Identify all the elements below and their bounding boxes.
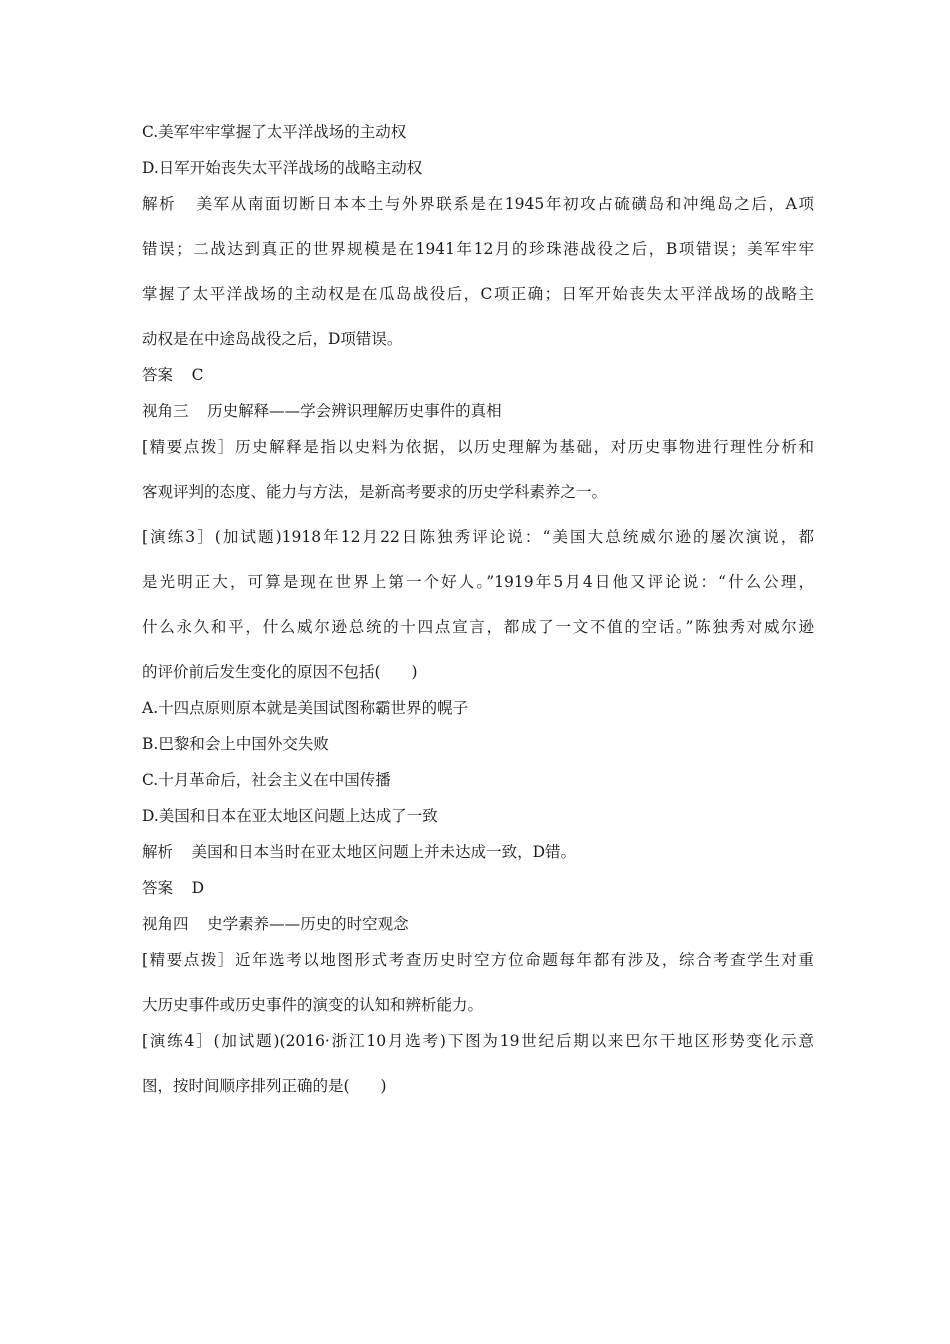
q4-stem-line-2: 图，按时间顺序排列正确的是( ): [142, 1077, 387, 1095]
angle-title: 史学素养——历史的时空观念: [207, 915, 409, 933]
analysis-text: 美国和日本当时在亚太地区问题上并未达成一致，D错。: [191, 843, 577, 861]
angle4-tip-line-1: [精要点拨］近年选考以地图形式考查历史时空方位命题每年都有涉及，综合考查学生对重: [142, 951, 814, 969]
angle3-heading: [142, 401, 814, 422]
answer-label: 答案: [142, 366, 174, 384]
angle-title: 历史解释——学会辨识理解历史事件的真相: [207, 402, 502, 420]
analysis-text: 美军从南面切断日本本土与外界联系是在1945年初攻占硫磺岛和冲绳岛之后，A项: [194, 195, 814, 213]
q3-option-c: C.十月革命后，社会主义在中国传播: [142, 771, 391, 789]
q2-answer: [142, 365, 814, 386]
q2-analysis-line-1: [142, 194, 814, 215]
q3-option-d: D.美国和日本在亚太地区问题上达成了一致: [142, 807, 438, 825]
answer-value: C: [191, 366, 204, 384]
q3-option-b: B.巴黎和会上中国外交失败: [142, 735, 329, 753]
q2-analysis-line-2: 错误；二战达到真正的世界规模是在1941年12月的珍珠港战役之后，B项错误；美军牢牢: [142, 240, 814, 258]
q3-stem-line-4: 的评价前后发生变化的原因不包括( ): [142, 663, 418, 681]
angle4-tip-line-2: 大历史事件或历史事件的演变的认知和辨析能力。: [142, 996, 484, 1014]
q3-stem-line-3: 什么永久和平，什么威尔逊总统的十四点宣言，都成了一文不值的空话。”陈独秀对威尔逊: [142, 618, 814, 636]
answer-value: D: [191, 879, 205, 897]
angle-label: 视角三: [142, 402, 189, 420]
q2-analysis-line-3: 掌握了太平洋战场的主动权是在瓜岛战役后，C项正确；日军开始丧失太平洋战场的战略主: [142, 285, 814, 303]
angle3-tip-line-2: 客观评判的态度、能力与方法，是新高考要求的历史学科素养之一。: [142, 483, 608, 501]
angle4-heading: [142, 914, 814, 935]
q3-analysis: [142, 842, 814, 863]
analysis-label: 解析: [142, 843, 174, 861]
q3-stem-line-2: 是光明正大，可算是现在世界上第一个好人。”1919年5月4日他又评论说：“什么公理，: [142, 573, 814, 591]
q3-option-a: A.十四点原则原本就是美国试图称霸世界的幌子: [142, 699, 469, 717]
q2-option-c: C.美军牢牢掌握了太平洋战场的主动权: [142, 123, 407, 141]
answer-label: 答案: [142, 879, 174, 897]
q3-answer: [142, 878, 814, 899]
angle-label: 视角四: [142, 915, 189, 933]
q2-option-d: D.日军开始丧失太平洋战场的战略主动权: [142, 159, 423, 177]
q2-analysis-line-4: 动权是在中途岛战役之后，D项错误。: [142, 330, 403, 348]
q3-stem-line-1: [演练3］(加试题)1918年12月22日陈独秀评论说：“美国大总统威尔逊的屡次演说，都: [142, 528, 814, 546]
angle3-tip-line-1: [精要点拨］历史解释是指以史料为依据，以历史理解为基础，对历史事物进行理性分析和: [142, 438, 814, 456]
document-page: [142, 122, 814, 1097]
analysis-label: 解析: [142, 195, 177, 213]
q4-stem-line-1: [演练4］(加试题)(2016·浙江10月选考)下图为19世纪后期以来巴尔干地区形势变化示意: [142, 1032, 814, 1050]
